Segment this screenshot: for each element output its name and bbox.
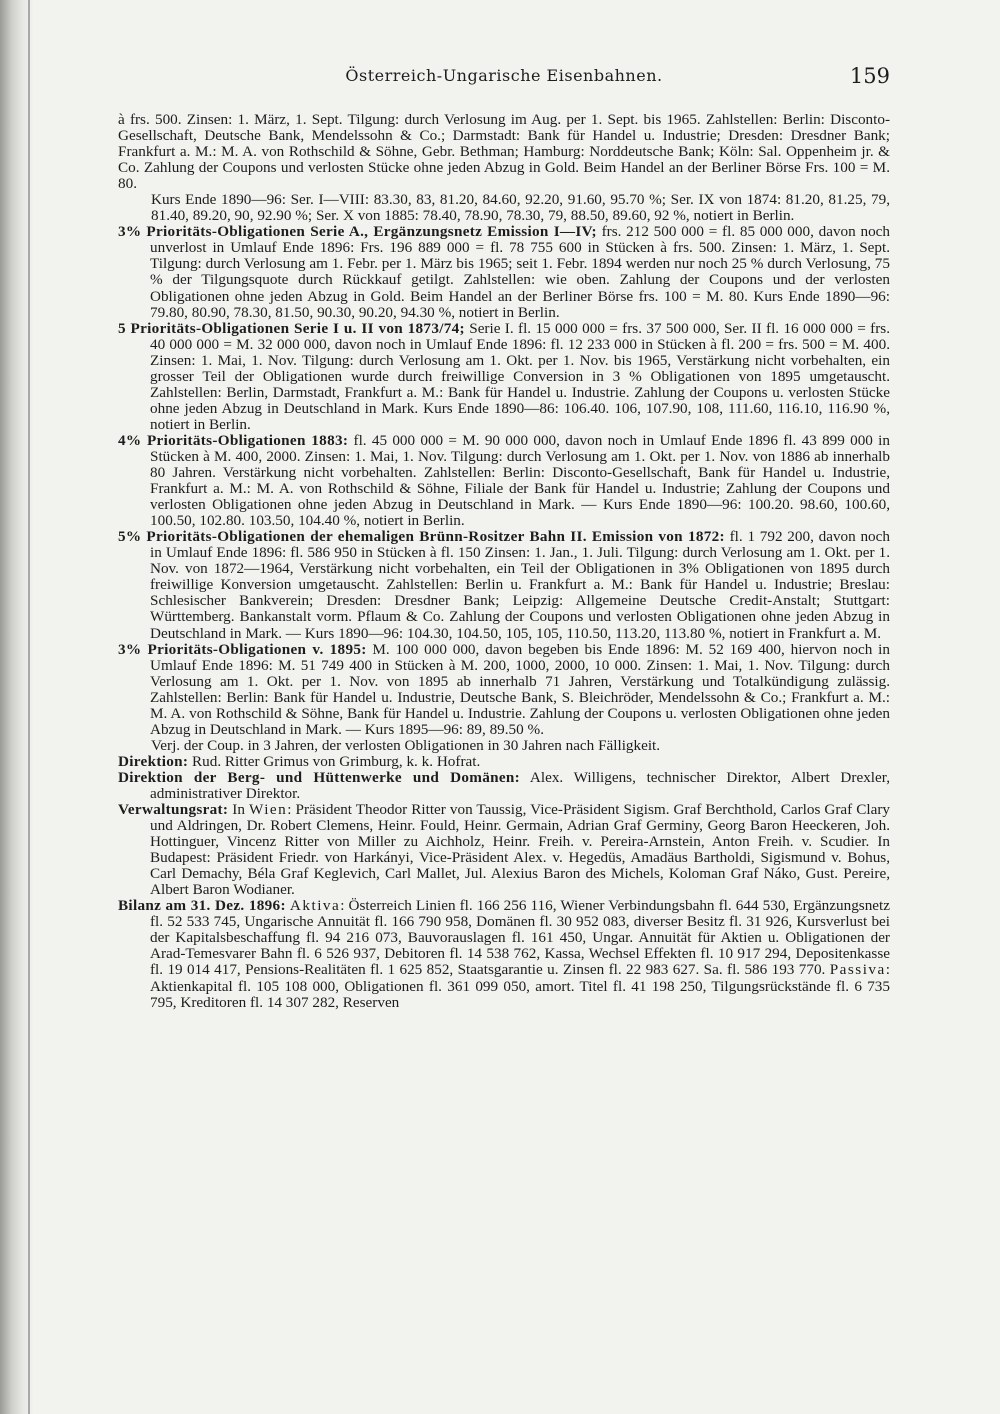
entry-serie-i-ii-heading: 5 Prioritäts-Obligationen Serie I u. II von 1873/74; (118, 319, 465, 337)
entry-direktion-berg-text: Alex. Willigens, technischer Direktor, Albert Drexler, administrativer Direktor. (150, 768, 890, 802)
paragraph-intro: à frs. 500. Zinsen: 1. März, 1. Sept. Tilgung: durch Verlosung im Aug. per 1. Sept. bis 1965. Zahlstellen: Berlin: Disconto-Gesellschaft, Deutsche Bank, Mendelssohn & Co.; Darmstadt: Bank für Handel u. Industrie; Dresden: Dresdner Bank; Frankfurt a. M.: M. A. von Rothschild & Söhne, Gebr. Bethman; Hamburg: Norddeutsche Bank; Köln: Sal. Oppenheim jr. & Co. Zahlung der Coupons und verlosten Stücke ohne jeden Abzug in Gold. Beim Handel an der Berliner Börse Frs. 100 = M. 80. (118, 111, 890, 193)
entry-1895 (118, 642, 890, 738)
entry-direktion-berg (118, 770, 890, 802)
paragraph-kurs: Kurs Ende 1890—96: Ser. I—VIII: 83.30, 83, 81.20, 84.60, 92.20, 91.60, 95.70 %; Ser. IX von 1874: 81.20, 81.25, 79, 81.40, 89.20, 90, 92.90 %; Ser. X von 1885: 78.40, 78.90, 78.30, 79, 88.50, 89.60, 92 %, notiert in Berlin. (151, 191, 890, 225)
page-body (118, 112, 890, 1011)
entry-serie-a (118, 224, 890, 320)
page-header (118, 66, 890, 90)
entry-1895-text: M. 100 000 000, davon begeben bis Ende 1896: M. 52 169 400, hiervon noch in Umlauf Ende 1896: M. 51 749 400 in Stücken à M. 200, 1000, 2000, 10 000. Zinsen: 1. Mai, 1. Nov. Tilgung: durch Verlosung am 1. Okt. per 1. Nov. von 1895 ab innerhalb 71 Jahren, Verstärkung und Totalkündigung zulässig. Zahlstellen: Berlin: Bank für Handel u. Industrie, Deutsche Bank, S. Bleichröder, Mendelssohn & Co.; Frankfurt a. M.: M. A. von Rothschild & Söhne, Bank für Handel u. Industrie. Zahlung der Coupons u. verlosten Obligationen ohne jeden Abzug in Deutschland in Mark. — Kurs 1895—96: 89, 89.50 %. (150, 640, 890, 738)
entry-bilanz-aktiva-label: Aktiva (289, 897, 341, 915)
entry-direktion-berg-heading: Direktion der Berg- und Hüttenwerke und Domänen: (118, 768, 521, 786)
entry-bilanz-passiva-text: : Aktienkapital fl. 105 108 000, Obligationen fl. 361 099 050, amort. Titel fl. 41 198 250, Tilgungsrückstände fl. 6 735 795, Kreditoren fl. 14 307 282, Reserven (150, 961, 890, 1011)
entry-verwaltungsrat-heading: Verwaltungsrat: (118, 801, 229, 819)
entry-serie-a-heading: 3% Prioritäts-Obligationen Serie A., Ergänzungsnetz Emission I—IV; (118, 223, 597, 241)
entry-direktion (118, 754, 890, 770)
entry-verwaltungsrat-wien: Wien (248, 801, 288, 819)
entry-direktion-text: Rud. Ritter Grimus von Grimburg, k. k. Hofrat. (188, 752, 481, 770)
page-number: 159 (849, 64, 890, 88)
entry-serie-i-ii (118, 321, 890, 433)
entry-verwaltungsrat-intro: In (228, 801, 249, 819)
paragraph-verjaehrung: Verj. der Coup. in 3 Jahren, der verlosten Obligationen in 30 Jahren nach Fälligkeit. (151, 736, 661, 754)
entry-bilanz-passiva-label: Passiva (829, 961, 886, 979)
entry-1883-heading: 4% Prioritäts-Obligationen 1883: (118, 431, 349, 449)
entry-bilanz-aktiva-text: : Österreich Linien fl. 166 256 116, Wiener Verbindungsbahn fl. 644 530, Ergänzungsnetz fl. 52 533 745, Ungarische Annuität fl. 166 790 958, Domänen fl. 30 952 083, diverser Besitz fl. 31 926, Kursverlust bei der Kapitalsbeschaffung fl. 94 216 073, Bauvorauslagen fl. 161 450, Ungar. Annuität für Aktien u. Obligationen der Arad-Temesvarer Bahn fl. 6 526 937, Debitoren fl. 14 538 762, Kassa, Wechsel Effekten fl. 10 917 294, Depositenkasse fl. 19 014 417, Pensions-Realitäten fl. 1 625 852, Staatsgarantie u. Zinsen fl. 22 983 627. Sa. fl. 586 193 770. (150, 897, 891, 979)
entry-direktion-heading: Direktion: (118, 752, 189, 770)
entry-bruenn-rositz-heading: 5% Prioritäts-Obligationen der ehemaligen Brünn-Rositzer Bahn II. Emission von 1872: (118, 528, 725, 546)
entry-verwaltungsrat (118, 802, 890, 898)
entry-bruenn-rositz-text: fl. 1 792 200, davon noch in Umlauf Ende 1896: fl. 586 950 in Stücken à fl. 150 Zinsen: 1. Jan., 1. Juli. Tilgung: durch Verlosung am 1. Okt. per 1. Nov. von 1872—1964, Verstärkung nicht vorbehalten, ein Teil der Obligationen in 3% Obligationen von 1895 durch freiwillige Konversion umgetauscht. Zahlstellen: Berlin u. Frankfurt a. M.: Bank für Handel u. Industrie; Breslau: Schlesischer Bankverein; Dresden: Dresdner Bank; Leipzig: Allgemeine Deutsche Credit-Anstalt; Stuttgart: Württemberg. Bankanstalt vorm. Pflaum & Co. Zahlung der Coupons und verlosten Obligationen ohne jeden Abzug in Deutschland in Mark. — Kurs 1890—96: 104.30, 104.50, 105, 105, 110.50, 113.20, 113.80 %, notiert in Frankfurt a. M. (150, 528, 890, 642)
entry-verwaltungsrat-text: : Präsident Theodor Ritter von Taussig, Vice-Präsident Sigism. Graf Berchthold, Carlos Graf Clary und Aldringen, Dr. Robert Clemens, Heinr. Fould, Heinr. Germain, Adrian Graf Germiny, Georg Baron Heeckeren, Joh. Hottinguer, Vincenz Ritter von Miller zu Aichholz, Heinr. Freih. v. Pereira-Arnstein, Anton Freih. v. Scudier. In Budapest: Präsident Friedr. von Harkányi, Vice-Präsident Alex. v. Hegedüs, Amadäus Bartholdi, Sigismund v. Bohus, Carl Demachy, Béla Graf Keglevich, Carl Mallet, Jul. Alexius Baron des Michels, Koloman Graf Náko, Gust. Pereire, Albert Baron Wodianer. (150, 801, 890, 899)
entry-1883 (118, 433, 890, 529)
entry-bilanz (118, 898, 890, 1010)
entry-serie-a-text: frs. 212 500 000 = fl. 85 000 000, davon noch unverlost in Umlauf Ende 1896: Frs. 196 889 000 = fl. 78 755 600 in Stücken à frs. 500. Zinsen: 1. März, 1. Sept. Tilgung: durch Verlosung am 1. Febr. per 1. März bis 1965; seit 1. Febr. 1894 werden nur noch 25 % durch Verlosung, 75 % der Tilgungsquote durch Rückkauf getilgt. Zahlstellen: wie oben. Zahlung der Coupons und der verlosten Obligationen ohne jeden Abzug in Gold. Beim Handel an der Berliner Börse frs. 100 = M. 80. Kurs Ende 1890—96: 79.80, 80.90, 78.30, 81.50, 90.30, 90.20, 94.30 %, notiert in Berlin. (150, 223, 890, 321)
running-title: Österreich-Ungarische Eisenbahnen. (345, 66, 663, 85)
entry-bilanz-heading: Bilanz am 31. Dez. 1896: (118, 897, 286, 915)
entry-1883-text: fl. 45 000 000 = M. 90 000 000, davon noch in Umlauf Ende 1896 fl. 43 899 000 in Stücken à M. 400, 2000. Zinsen: 1. Mai, 1. Nov. Tilgung: durch Verlosung am 1. Okt. per 1. Nov. von 1886 ab innerhalb 80 Jahren. Verstärkung nicht vorbehalten. Zahlstellen: Berlin: Disconto-Gesellschaft, Bank für Handel u. Industrie, Frankfurt a. M.: M. A. von Rothschild & Söhne, Filiale der Bank für Handel u. Industrie; Zahlung der Coupons und verlosten Obligationen ohne jeden Abzug in Deutschland in Mark. — Kurs Ende 1890—96: 100.20. 98.60, 100.60, 100.50, 102.80. 103.50, 104.40 %, notiert in Berlin. (150, 431, 890, 530)
binding-edge-line (28, 0, 30, 1414)
entry-serie-i-ii-text: Serie I. fl. 15 000 000 = frs. 37 500 000, Ser. II fl. 16 000 000 = frs. 40 000 000 = M. 32 000 000, davon noch in Umlauf Ende 1896: fl. 12 233 000 in Stücken à fl. 200 = frs. 500 = M. 400. Zinsen: 1. Mai, 1. Nov. Tilgung: durch Verlosung am 1. Okt. per 1. Nov. bis 1965, Verstärkung nicht vorbehalten, ein grosser Teil der Obligationen wurde durch freiwillige Conversion in 3 % Obligationen von 1895 umgetauscht. Zahlstellen: Berlin, Darmstadt, Frankfurt a. M.: Bank für Handel u. Industrie. Zahlung der Coupons u. verlosten Stücke ohne jeden Abzug in Deutschland in Mark. Kurs Ende 1890—86: 106.40. 106, 107.90, 108, 111.60, 116.10, 116.90 %, notiert in Berlin. (150, 319, 890, 433)
entry-1895-heading: 3% Prioritäts-Obligationen v. 1895: (118, 640, 367, 658)
entry-bruenn-rositz (118, 529, 890, 641)
